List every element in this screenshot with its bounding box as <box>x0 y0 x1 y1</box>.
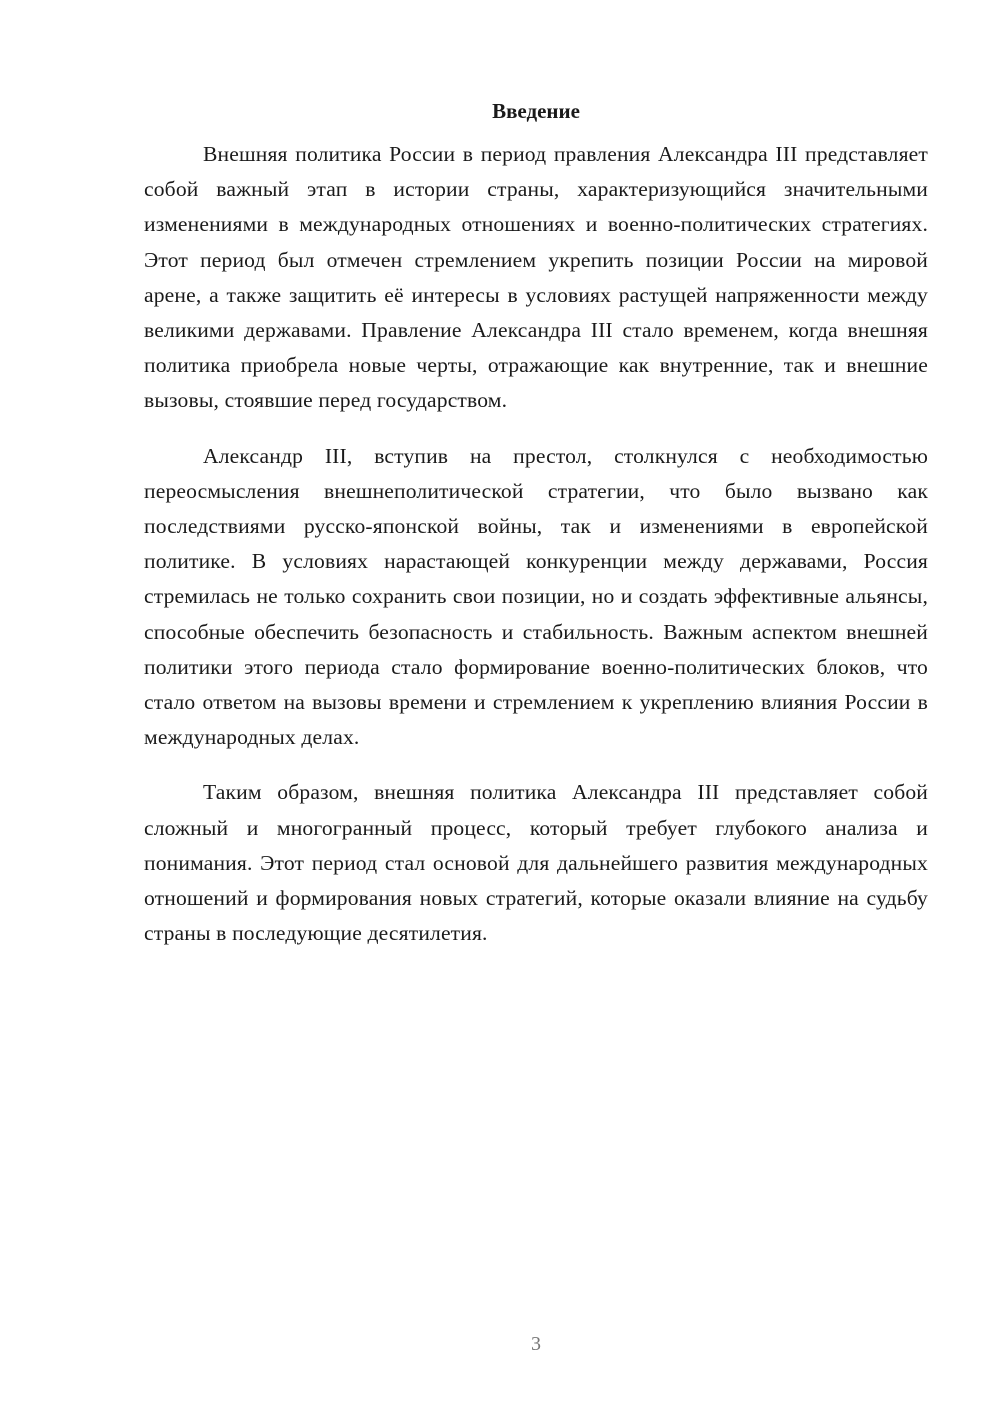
section-heading: Введение <box>492 99 580 123</box>
page-number: 3 <box>531 1333 541 1355</box>
paragraph-2: Александр III, вступив на престол, столкнулся с необходимостью переосмысления внешнеполитической стратегии, что было вызвано как последствиями русско-японской войны, так и изменениями в европейской политике. В условиях нарастающей конкуренции между державами, Россия стремилась не только сохранить свои позиции, но и создать эффективные альянсы, способные обеспечить безопасность и стабильность. Важным аспектом внешней политики этого периода стало формирование военно-политических блоков, что стало ответом на вызовы времени и стремлением к укреплению влияния России в международных делах. <box>144 443 928 750</box>
paragraph-1: Внешняя политика России в период правления Александра III представляет собой важный этап в истории страны, характеризующийся значительными изменениями в международных отношениях и военно-политических стратегиях. Этот период был отмечен стремлением укрепить позиции России на мировой арене, а также защитить её интересы в условиях растущей напряженности между великими державами. Правление Александра III стало временем, когда внешняя политика приобрела новые черты, отражающие как внутренние, так и внешние вызовы, стоявшие перед государством. <box>144 142 928 413</box>
page-content <box>144 93 928 971</box>
paragraph-3: Таким образом, внешняя политика Александра III представляет собой сложный и многогранный процесс, который требует глубокого анализа и понимания. Этот период стал основой для дальнейшего развития международных отношений и формирования новых стратегий, которые оказали влияние на судьбу страны в последующие десятилетия. <box>144 780 928 946</box>
